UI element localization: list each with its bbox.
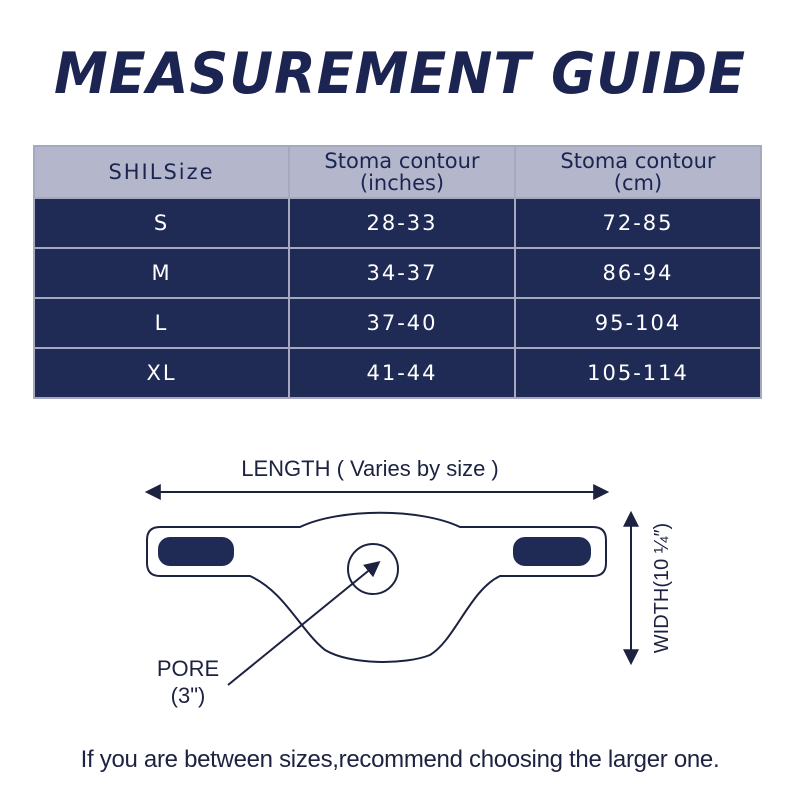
page-title: MEASUREMENT GUIDE xyxy=(53,40,747,107)
size-cell: XL xyxy=(34,348,289,398)
table-row xyxy=(34,348,761,398)
header-cm-line1: Stoma contour xyxy=(560,149,716,173)
table-row xyxy=(34,298,761,348)
inches-cell: 28-33 xyxy=(289,198,515,248)
header-inches-line2: (inches) xyxy=(359,171,445,195)
cm-cell: 72-85 xyxy=(515,198,761,248)
header-size-label: SHILSize xyxy=(108,160,215,184)
cm-cell: 95-104 xyxy=(515,298,761,348)
sizing-note: If you are between sizes,recommend choosing the larger one. xyxy=(80,746,720,773)
belt-diagram xyxy=(0,440,800,730)
pore-size-label: (3") xyxy=(170,683,206,708)
table-row xyxy=(34,248,761,298)
cm-cell: 86-94 xyxy=(515,248,761,298)
size-cell: S xyxy=(34,198,289,248)
header-inches xyxy=(289,146,515,198)
table-row xyxy=(34,198,761,248)
left-strap-pad xyxy=(158,537,234,566)
size-cell: L xyxy=(34,298,289,348)
width-label: WIDTH(10 ¼″) xyxy=(651,522,673,654)
inches-cell: 34-37 xyxy=(289,248,515,298)
header-inches-line1: Stoma contour xyxy=(324,149,480,173)
size-cell: M xyxy=(34,248,289,298)
inches-cell: 41-44 xyxy=(289,348,515,398)
table-header-row xyxy=(34,146,761,198)
inches-cell: 37-40 xyxy=(289,298,515,348)
header-size xyxy=(34,146,289,198)
right-strap-pad xyxy=(513,537,591,566)
size-table xyxy=(33,145,762,399)
header-cm-line2: (cm) xyxy=(613,171,663,195)
length-label: LENGTH ( Varies by size ) xyxy=(241,456,499,481)
belt-outline xyxy=(147,513,606,662)
pore-label: PORE xyxy=(156,656,220,681)
header-cm xyxy=(515,146,761,198)
cm-cell: 105-114 xyxy=(515,348,761,398)
